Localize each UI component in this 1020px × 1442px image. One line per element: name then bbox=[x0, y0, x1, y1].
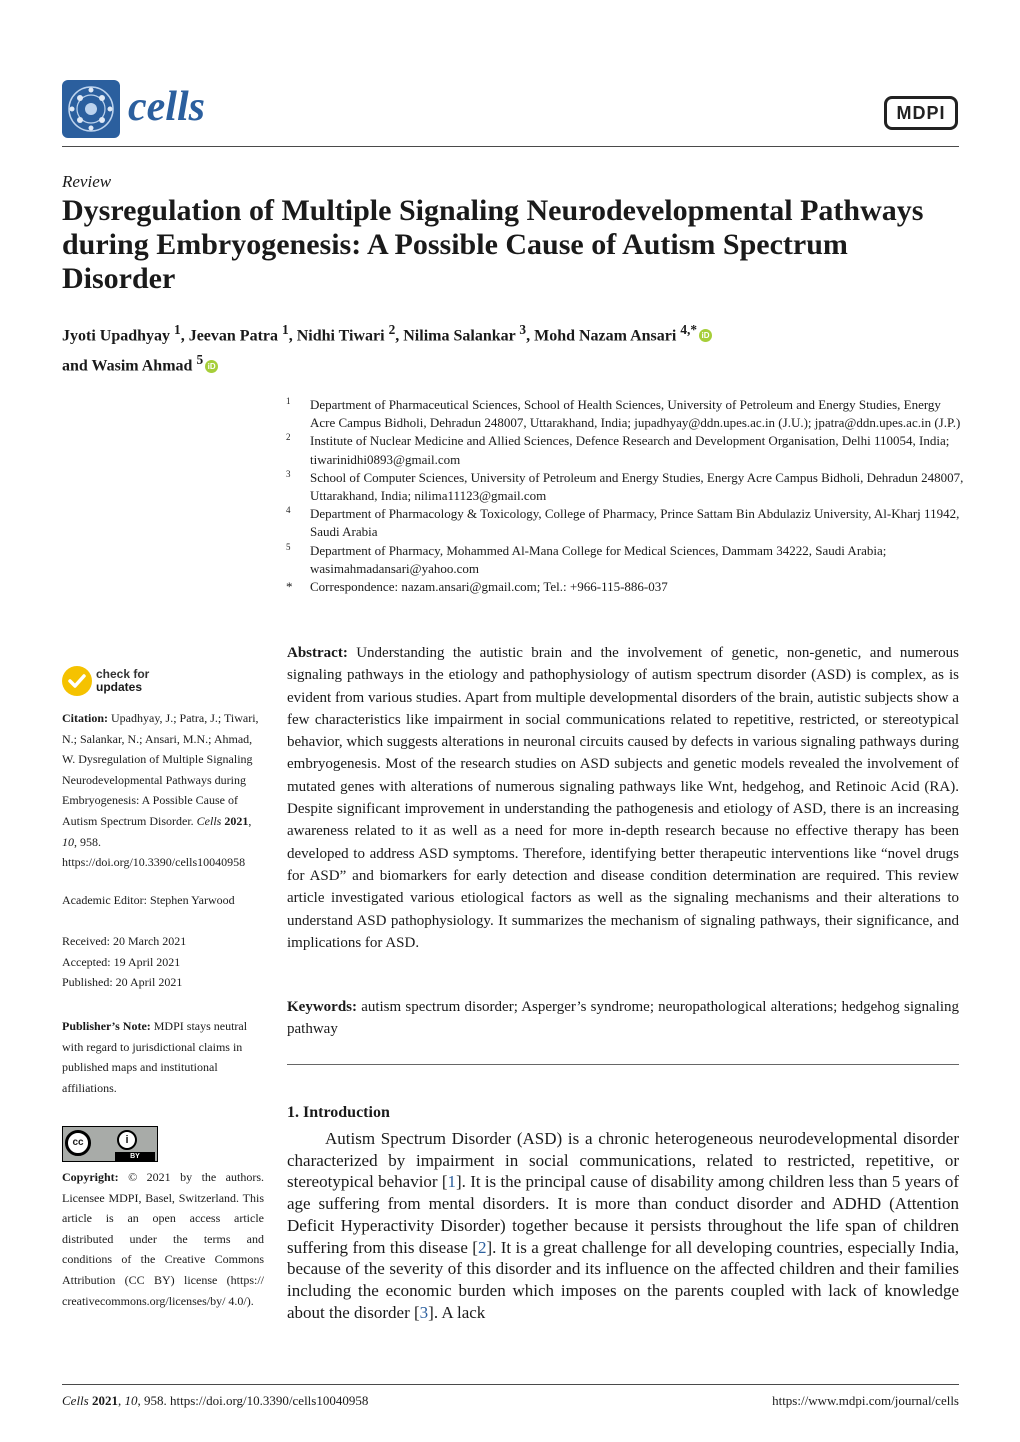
author-name[interactable]: Wasim Ahmad bbox=[91, 357, 193, 375]
copyright-label: Copyright: bbox=[62, 1170, 119, 1184]
article-type: Review bbox=[62, 172, 112, 191]
correspondence-mark: * bbox=[286, 579, 293, 595]
orcid-icon[interactable]: iD bbox=[205, 360, 218, 373]
footer-volume: 10 bbox=[124, 1393, 138, 1408]
abstract-label: Abstract: bbox=[287, 645, 348, 661]
cc-icon: cc bbox=[65, 1130, 91, 1156]
publisher-note bbox=[62, 1016, 264, 1098]
check-updates-icon bbox=[62, 666, 92, 696]
journal-name[interactable]: cells bbox=[128, 84, 205, 130]
affiliation-text: School of Computer Sciences, University of Petroleum and Energy Studies, Energy Acre Campus Bidholi, Dehradun 248007, Uttarakhand, India; nilima11123@gmail.com bbox=[310, 469, 964, 504]
affiliation-item bbox=[286, 505, 966, 541]
abstract-text: Understanding the autistic brain and the involvement of genetic, non-genetic, and numerous signaling pathways in the etiology and pathophysiology of autism spectrum disorder (ASD) is complex, as is evident from various studies. Apart from multiple developmental disorders of the brain, autistic subjects show a few characteristics like impairment in social communications related to repetitive, restricted, or stereotypical behavior, which suggests alterations in neuronal circuits caused by defects in various signaling pathways during embryogenesis. Most of the research studies on ASD subjects and genetic models revealed the involvement of mutated genes with alterations of numerous signaling pathways like Wnt, hedgehog, and Retinoic Acid (RA). Despite significant improvement in understanding the pathogenesis and etiology of ASD, there is an increasing awareness related to it as well as a need for more in-depth research because no effective therapy has been developed to address ASD symptoms. Therefore, identifying better therapeutic interventions like “novel drugs for ASD” and biomarkers for early detection and disease condition determination are required. This review article investigated various etiological factors as well as the signaling mechanisms and their alterations to understand ASD pathophysiology. It summarizes the mechanism of signaling pathways, their significance, and implications for ASD. bbox=[287, 645, 959, 951]
affiliation-mark: 4 bbox=[286, 505, 291, 516]
check-updates-line2: updates bbox=[96, 680, 143, 694]
copyright-block bbox=[62, 1167, 264, 1311]
author-name[interactable]: Nilima Salankar bbox=[403, 327, 516, 345]
reference-link[interactable]: 1 bbox=[447, 1172, 457, 1192]
article-title: Dysregulation of Multiple Signaling Neurodevelopmental Pathways during Embryogenesis: A Possible Cause of Autism Spectrum Disorder bbox=[62, 194, 924, 295]
attribution-person-icon: i bbox=[117, 1130, 137, 1150]
intro-text-part: ]. A lack bbox=[428, 1302, 486, 1322]
cc-by-label: BY bbox=[115, 1152, 155, 1161]
citation-year: 2021 bbox=[224, 813, 249, 828]
check-for-updates-button[interactable] bbox=[62, 666, 242, 702]
correspondence-item bbox=[286, 578, 966, 596]
affiliation-item bbox=[286, 396, 966, 432]
section-heading-introduction: 1. Introduction bbox=[287, 1104, 390, 1121]
affiliation-mark: 3 bbox=[286, 468, 291, 479]
affiliation-text: Department of Pharmaceutical Sciences, School of Health Sciences, University of Petroleum and Energy Studies, Energy Acre Campus Bidholi, Dehradun 248007, Uttarakhand, India; jupadhyay@ddn.upes.ac.in (J.U.); jpatra@ddn.upes.ac.in (J.P.) bbox=[310, 397, 961, 431]
academic-editor: Academic Editor: Stephen Yarwood bbox=[62, 893, 235, 907]
author-list: Jyoti Upadhyay $^1$, Jeevan Patra $^1$, Nidhi Tiwari $^2$, Nilima Salankar $^3$, Mohd Nazam Ansari $^{4,*}$ iD and Wasim Ahmad $^5$ iD bbox=[62, 318, 962, 379]
section-divider bbox=[287, 1064, 959, 1065]
copyright-text: © 2021 by the authors. Licensee MDPI, Basel, Switzerland. This article is an open access article distributed under the terms and conditions of the Creative Commons Attribution (CC BY) license (https:// creativecommons.org/licenses/by/ 4.0/). bbox=[62, 1170, 265, 1308]
published-date: Published: 20 April 2021 bbox=[62, 975, 183, 990]
citation-label: Citation: bbox=[62, 711, 108, 725]
citation-doi[interactable]: , 958. https://doi.org/10.3390/cells10040958 bbox=[62, 834, 246, 870]
footer-year: 2021 bbox=[91, 1393, 118, 1408]
author-name[interactable]: Jyoti Upadhyay bbox=[62, 327, 171, 345]
affiliation-mark: 2 bbox=[286, 432, 291, 443]
author-affiliation-mark: 3 bbox=[519, 322, 527, 337]
affiliations-list bbox=[286, 396, 966, 596]
intro-text-part: Autism Spectrum Disorder (ASD) is a chronic heterogeneous neurodevelopmental disorder characterized by impairment in social communications, related to restricted, repetitive, or stereotypical behavior [ bbox=[287, 1129, 959, 1192]
cc-by-license-badge[interactable] bbox=[62, 1126, 158, 1162]
keywords-text: autism spectrum disorder; Asperger’s syndrome; neuropathological alterations; hedgehog signaling pathway bbox=[287, 999, 959, 1037]
citation-text: Upadhyay, J.; Patra, J.; Tiwari, N.; Salankar, N.; Ansari, M.N.; Ahmad, W. Dysregulation of Multiple Signaling Neurodevelopmental Pathways during Embryogenesis: A Possible Cause of Autism Spectrum Disorder. bbox=[62, 711, 259, 828]
intro-text-part: ]. It is a great challenge for all developing countries, especially India, because of the severity of this disorder and its influence on the affected children and their families including the economic burden which imposes on the parents coupled with lack of knowledge about the disorder [ bbox=[287, 1237, 959, 1322]
citation-volume: 10 bbox=[62, 834, 74, 849]
publisher-logo[interactable]: MDPI bbox=[884, 96, 958, 130]
dates-block bbox=[62, 931, 264, 993]
introduction-paragraph bbox=[287, 1128, 959, 1323]
footer-journal: Cells bbox=[62, 1393, 89, 1408]
affiliation-text: Department of Pharmacology & Toxicology, College of Pharmacy, Prince Sattam Bin Abdulaziz University, Al-Kharj 11942, Saudi Arabia bbox=[310, 506, 960, 540]
affiliation-text: Institute of Nuclear Medicine and Allied Sciences, Defence Research and Development Organisation, Delhi 110054, India; tiwarinidhi0893@gmail.com bbox=[310, 433, 950, 467]
accepted-date: Accepted: 19 April 2021 bbox=[62, 954, 181, 969]
affiliation-mark: 1 bbox=[286, 396, 291, 406]
footer-divider bbox=[62, 1384, 959, 1385]
affiliation-item bbox=[286, 542, 966, 578]
affiliation-text: Department of Pharmacy, Mohammed Al-Mana College for Medical Sciences, Dammam 34222, Saudi Arabia; wasimahmadansari@yahoo.com bbox=[310, 542, 887, 576]
reference-link[interactable]: 3 bbox=[419, 1302, 429, 1322]
orcid-icon[interactable]: iD bbox=[699, 329, 712, 342]
author-affiliation-mark: 1 bbox=[282, 322, 289, 337]
intro-text-part: ]. It is the principal cause of disability among children less than 5 years of age suffering from mental disorders. It is more than conduct disorder and ADHD (Attention Deficit Hyperactivity Disorder) together because it persists throughout the life span of children suffering from this disease [ bbox=[287, 1172, 959, 1257]
affiliation-item bbox=[286, 432, 966, 468]
affiliation-item bbox=[286, 469, 966, 505]
author-joiner: and bbox=[62, 357, 88, 375]
publisher-note-label: Publisher’s Note: bbox=[62, 1019, 151, 1033]
reference-link[interactable]: 2 bbox=[477, 1237, 487, 1257]
keywords bbox=[287, 996, 959, 1040]
author-affiliation-mark: 2 bbox=[388, 322, 396, 337]
received-date: Received: 20 March 2021 bbox=[62, 934, 187, 948]
footer-citation: Cells 2021, 10, 958. https://doi.org/10.3390/cells10040958 bbox=[62, 1393, 369, 1408]
author-name[interactable]: Nidhi Tiwari bbox=[296, 327, 385, 345]
author-name[interactable]: Jeevan Patra bbox=[188, 327, 279, 345]
correspondence-text: Correspondence: nazam.ansari@gmail.com; Tel.: +966-115-886-037 bbox=[310, 579, 668, 595]
journal-logo-icon bbox=[62, 80, 120, 138]
author-affiliation-mark: 1 bbox=[174, 322, 181, 337]
citation-journal: Cells bbox=[196, 813, 222, 828]
footer-doi[interactable]: , 958. https://doi.org/10.3390/cells10040958 bbox=[137, 1393, 369, 1408]
header-divider bbox=[62, 146, 959, 147]
keywords-label: Keywords: bbox=[287, 999, 357, 1015]
affiliation-mark: 5 bbox=[286, 541, 291, 552]
author-affiliation-mark: 5 bbox=[196, 352, 204, 368]
author-affiliation-mark: 4,* bbox=[680, 322, 697, 337]
abstract bbox=[287, 642, 959, 954]
author-name[interactable]: Mohd Nazam Ansari bbox=[534, 327, 677, 345]
citation-block: Citation: Upadhyay, J.; Patra, J.; Tiwari, N.; Salankar, N.; Ansari, M.N.; Ahmad, W. Dysregulation of Multiple Signaling Neurodevelopmental Pathways during Embryogenesis: A Possible Cause of Autism Spectrum Disorder. Cells 2021, 10, 958. https://doi.org/10.3390/cells10040958 bbox=[62, 711, 259, 870]
check-updates-line1: check for bbox=[96, 667, 150, 681]
publisher-note-text: MDPI stays neutral with regard to jurisdictional claims in published maps and institutional affiliations. bbox=[62, 1019, 248, 1095]
footer-journal-url[interactable]: https://www.mdpi.com/journal/cells bbox=[772, 1393, 959, 1408]
